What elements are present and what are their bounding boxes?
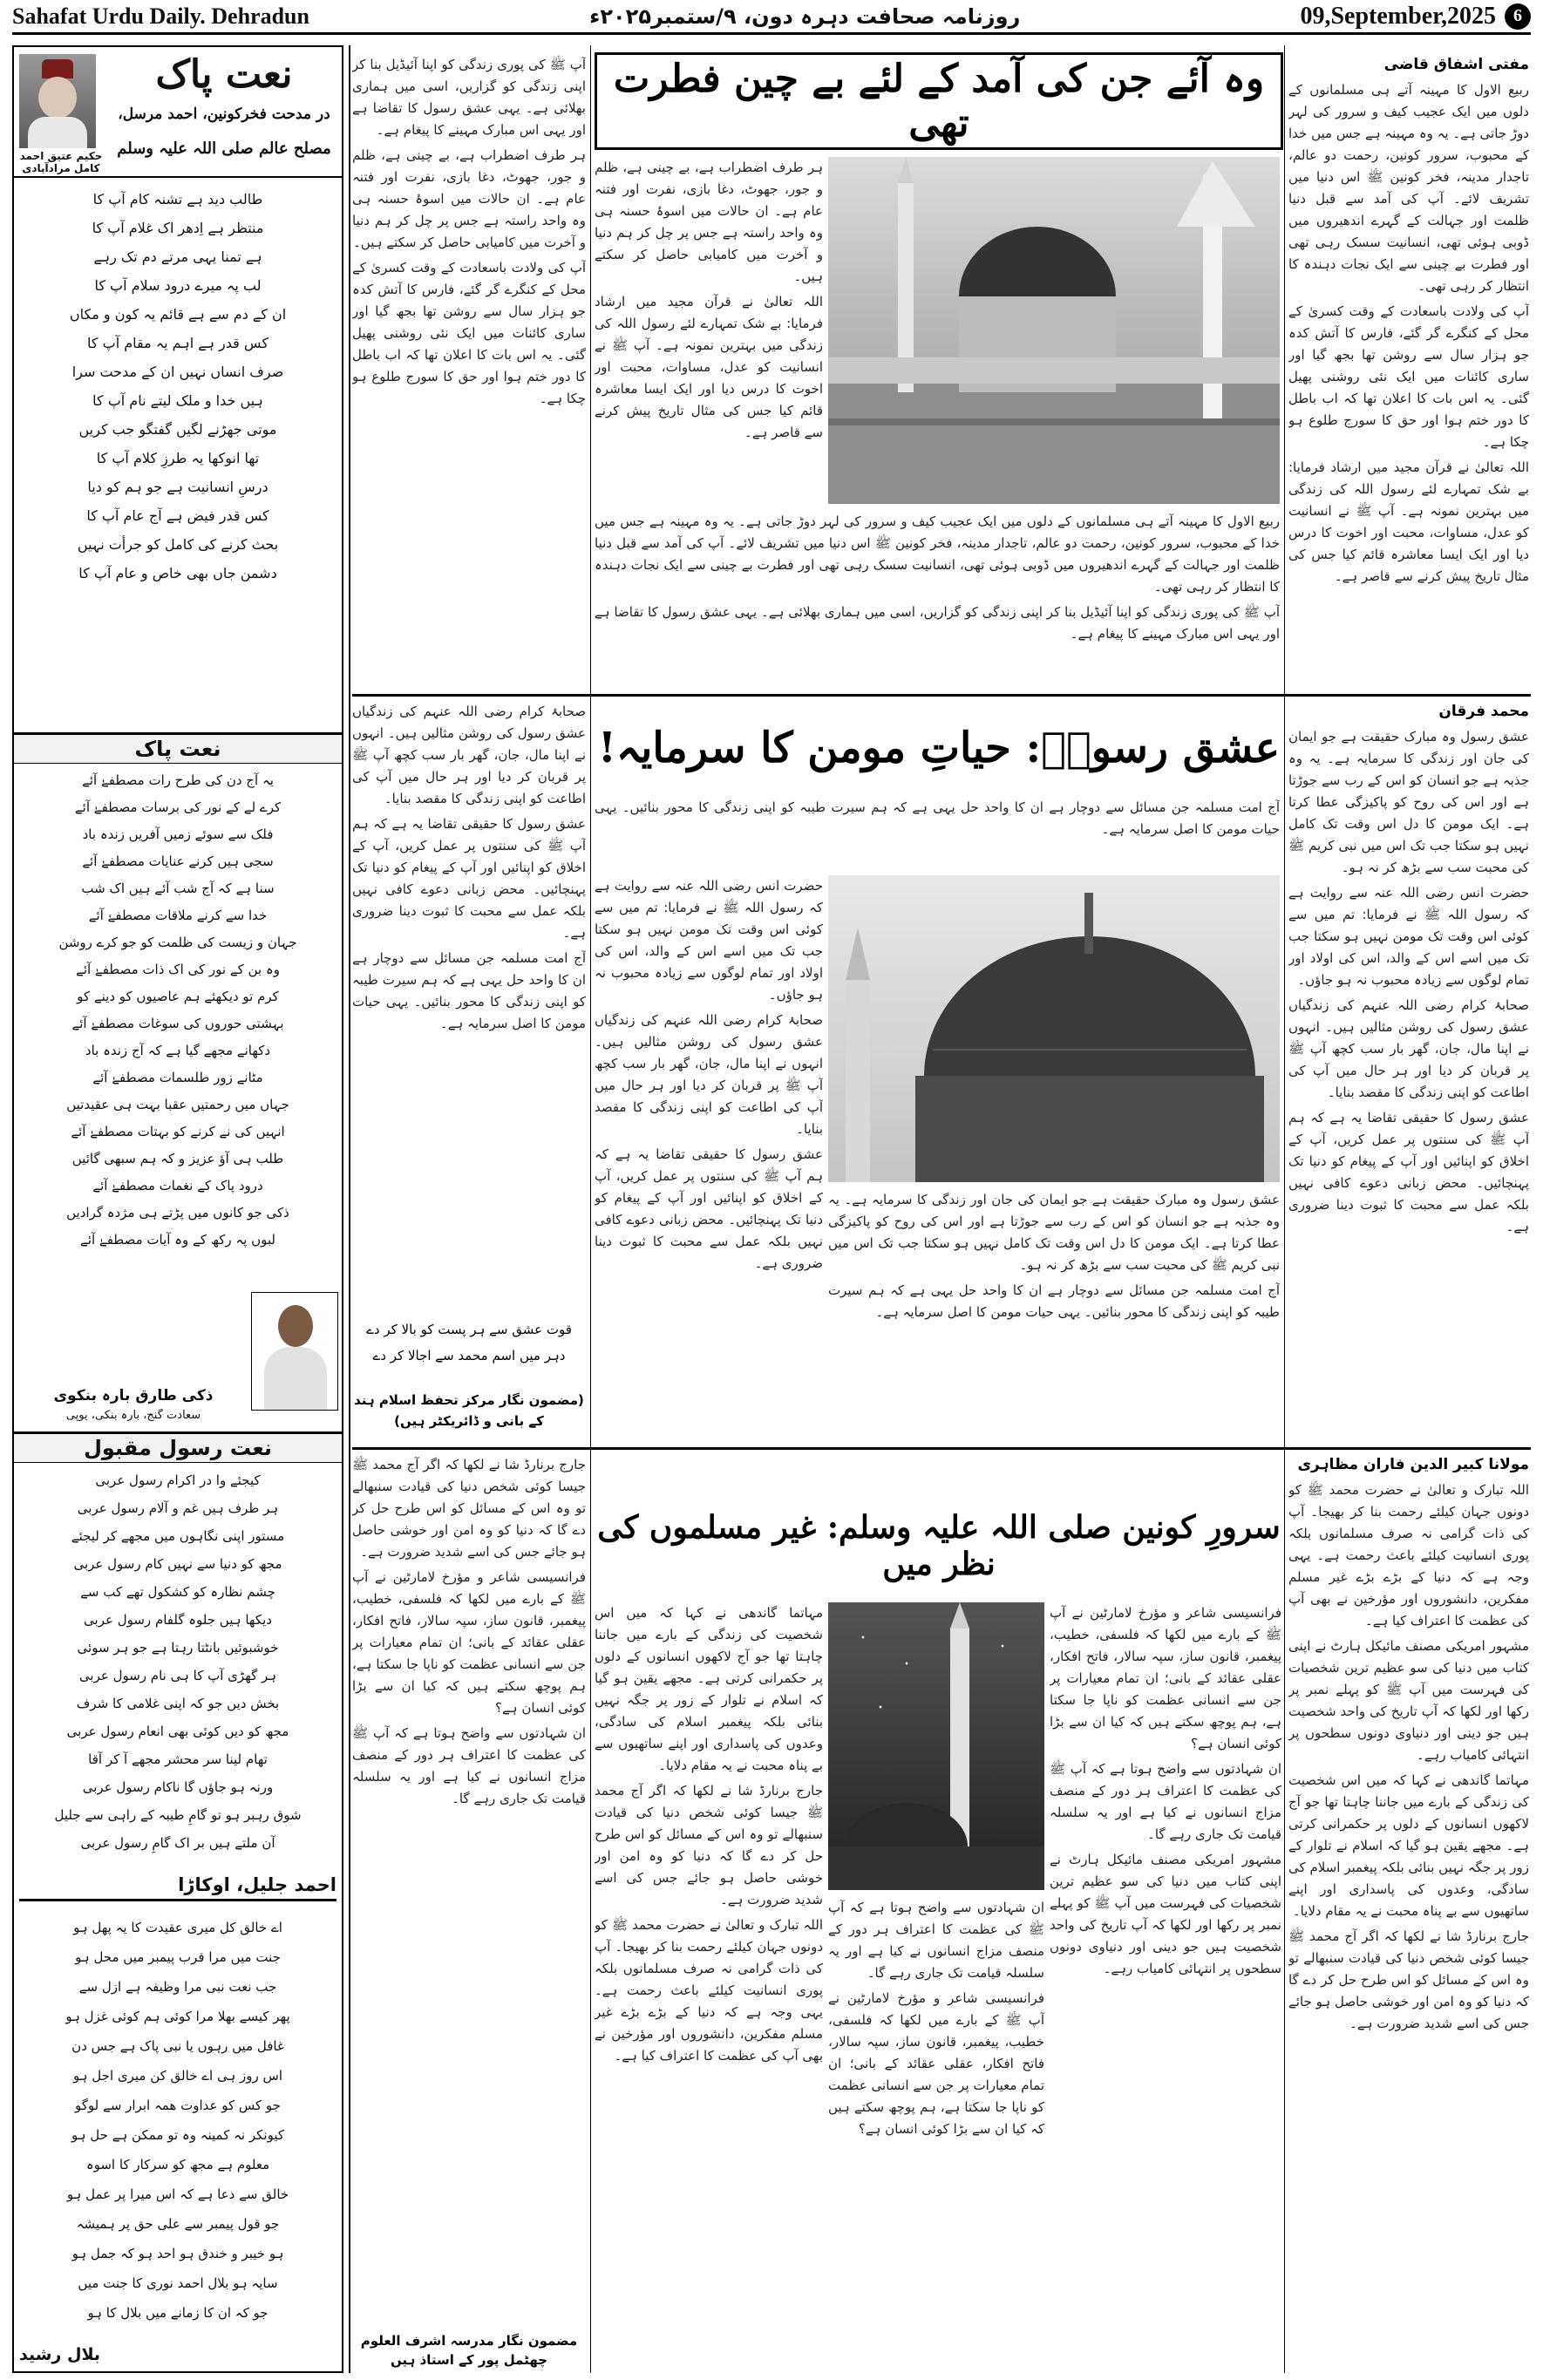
verse: کرے لے کے نور کی برسات مصطفےٰ آئے xyxy=(74,799,282,815)
article-3-footnote: مضمون نگار مدرسہ اشرف العلوم چھٹمل پور کے استاذ ہیں xyxy=(360,2333,578,2368)
verse: تھام لینا سر محشر مجھے آ کر آقا xyxy=(88,1751,268,1767)
article-3-headline: سرورِ کونین صلی اللہ علیہ وسلم: غیر مسلموں کی نظر میں xyxy=(597,1509,1281,1582)
mosque-illustration-2 xyxy=(828,875,1280,1182)
article-2-para: صحابۂ کرام رضی اللہ عنہم کی زندگیاں عشق رسول کی روشن مثالیں ہیں۔ انہوں نے اپنا مال، جان، گھر بار سب کچھ آپ ﷺ پر قربان کر دیا اور ہر حال میں آپ کی اطاعت کو اپنی زندگی کا مقصد بنایا۔ xyxy=(595,1012,823,1137)
article-2-para: حضرت انس رضی اللہ عنہ سے روایت ہے کہ رسول اللہ ﷺ نے فرمایا: تم میں سے کوئی اس وقت تک مومن نہیں ہو سکتا جب تک میں اسے اس کے والد، اس کی اولاد اور تمام لوگوں سے زیادہ محبوب نہ ہو جاؤں۔ xyxy=(595,878,823,1003)
article-1-headline: وہ آئے جن کی آمد کے لئے بے چین فطرت تھی xyxy=(613,57,1265,146)
article-3-col-left xyxy=(352,1454,586,2326)
verse: انہیں کی نے کرنے کو بہتات مصطفےٰ آئے xyxy=(71,1124,285,1139)
article-3-para: اللہ تبارک و تعالیٰ نے حضرت محمد ﷺ کو دونوں جہان کیلئے رحمت بنا کر بھیجا۔ آپ کی ذات گرامی نہ صرف مسلمانوں بلکہ پوری انسانیت کیلئے باعث رحمت ہے۔ یہی وجہ ہے کہ دنیا کے بڑے بڑے غیر مسلم مفکرین، دانشوروں اور مؤرخین نے بھی آپ کی عظمت کا اعتراف کیا ہے۔ xyxy=(595,1917,823,2064)
verse: لبوں پہ رکھ کے وہ آیات مصطفےٰ آئے xyxy=(80,1232,275,1248)
article-2-footnote: (مضمون نگار مرکز تحفظ اسلام ہند کے بانی و ڈائریکٹر ہیں) xyxy=(354,1392,584,1429)
article-2-col-below-photo xyxy=(828,1189,1280,1442)
article-3-para: جارج برنارڈ شا نے لکھا کہ اگر آج محمد ﷺ جیسا کوئی شخص دنیا کی قیادت سنبھالے تو وہ اس کے مسائل کو اس طرح حل کر دے گا کہ دنیا کو وہ امن اور خوشی حاصل ہو جائے جس کی اسے شدید ضرورت ہے۔ xyxy=(1288,1928,1529,2031)
naat-poem-1 xyxy=(19,185,336,595)
verse: بحث کرنے کی کامل کو جرأت نہیں xyxy=(77,536,279,553)
article-1-para: آپ کی ولادت باسعادت کے وقت کسریٰ کے محل کے کنگرے گر گئے، فارس کا آتش کدہ جو ہزار سال سے روشن تھا بجھ گیا اور ساری کائنات میں ایک نئی روشنی پھیل گئی۔ یہ اس بات کا اعلان تھا کہ اب باطل کا دور ختم ہوا اور حق کا سورج طلوع ہو چکا ہے۔ xyxy=(352,260,586,406)
naat-poem-3 xyxy=(19,1466,336,1867)
poet-portrait-1 xyxy=(19,54,96,148)
verse: بخش دیں جو کہ اپنی غلامی کا شرف xyxy=(76,1696,280,1711)
article-2-couplet xyxy=(352,1316,586,1377)
masthead-paper-name: Sahafat Urdu Daily. Dehradun xyxy=(12,3,309,29)
column-rule xyxy=(590,45,591,2373)
verse: ان کے دم سے ہے قائم یہ کون و مکاں xyxy=(69,306,287,323)
verse: کیونکر نہ کمینہ وہ تو ممکن ہے حل ہو xyxy=(71,2127,285,2143)
verse: مستور اپنی نگاہوں میں مجھے کر لیجئے xyxy=(71,1528,285,1544)
article-3-col-below-photo xyxy=(828,1897,1044,2373)
verse: معلوم ہے مجھ کو سرکار کا اسوہ xyxy=(85,2157,270,2173)
article-2-para: صحابۂ کرام رضی اللہ عنہم کی زندگیاں عشق رسول کی روشن مثالیں ہیں۔ انہوں نے اپنا مال، جان، گھر بار سب کچھ آپ ﷺ پر قربان کر دیا اور ہر حال میں آپ کی اطاعت کو اپنی زندگی کا مقصد بنایا۔ xyxy=(352,704,586,806)
article-1-headline-box xyxy=(595,52,1283,150)
verse: ورنہ ہو جاؤں گا ناکام رسول عربی xyxy=(82,1779,274,1795)
article-1-col-below-photo xyxy=(595,511,1280,689)
article-1-para: ہر طرف اضطراب ہے، بے چینی ہے، ظلم و جور، جھوٹ، دغا بازی، نفرت اور فتنہ عام ہے۔ ان حالات میں اسوۂ حسنہ ہی وہ واحد راستہ ہے جس پر چل کر ہم دنیا و آخرت میں کامیابی حاصل کر سکتے ہیں۔ xyxy=(352,147,586,250)
verse: خدا سے کرنے ملاقات مصطفےٰ آئے xyxy=(88,908,268,923)
article-2-para: آج امت مسلمہ جن مسائل سے دوچار ہے ان کا واحد حل یہی ہے کہ ہم سیرت طیبہ کو اپنی زندگی کا محور بنائیں۔ یہی حیات مومن کا اصل سرمایہ ہے۔ xyxy=(352,950,586,1031)
article-1-para: اللہ تعالیٰ نے قرآن مجید میں ارشاد فرمایا: بے شک تمہارے لئے رسول اللہ کی زندگی میں بہترین نمونہ ہے۔ آپ ﷺ نے انسانیت کو عدل، مساوات، محبت اور اخوت کا درس دیا اور ایک ایسا معاشرہ قائم کیا جس کی مثال تاریخ پیش کرنے سے قاصر ہے۔ xyxy=(595,294,823,440)
poet-name-4: بلال رشید xyxy=(19,2345,101,2364)
article-3-para: فرانسیسی شاعر و مؤرخ لامارٹین نے آپ ﷺ کے بارے میں لکھا کہ فلسفی، خطیب، پیغمبر، قانون ساز، سپہ سالار، فاتح افکار، عقلی عقائد کے بانی؛ ان تمام معیارات پر جن سے انسانی عظمت کو ناپا جا سکتا ہے، ہم پوچھ سکتے ہیں کہ کیا ان سے بڑا کوئی انسان ہے؟ xyxy=(1050,1605,1281,1751)
divider-2 xyxy=(352,1447,1531,1450)
verse: پھر کیسے بھلا مرا کوئی ہم کوئی غزل ہو xyxy=(65,2009,290,2024)
verse: جنت میں مرا قرب پیمبر میں محل ہو xyxy=(75,1949,281,1965)
article-2-col-right xyxy=(1288,701,1529,1442)
verse: یہ آج دن کی طرح رات مصطفےٰ آئے xyxy=(82,772,274,788)
article-2-para: عشق رسول کا حقیقی تقاضا یہ ہے کہ ہم آپ ﷺ کی سنتوں پر عمل کریں، آپ کے اخلاق کو اپنائیں اور آپ کے پیغام کو دنیا تک پہنچائیں۔ محض زبانی دعوے کافی نہیں بلکہ عمل سے محبت کا ثبوت دینا ضروری ہے۔ xyxy=(352,816,586,941)
article-1 xyxy=(352,45,1531,690)
article-1-byline: مفتی اشفاق قاضی xyxy=(1383,56,1529,73)
verse: جو کہ ان کا زمانے میں بلال کا ہو xyxy=(87,2305,268,2321)
verse: جہان و زیست کی ظلمت کو جو کرے روشن xyxy=(58,935,297,950)
verse: کس قدر فیض ہے آج عام آپ کا xyxy=(86,507,269,524)
column-rule xyxy=(1284,45,1285,2373)
article-1-col-left xyxy=(352,54,586,690)
article-3-para: اللہ تبارک و تعالیٰ نے حضرت محمد ﷺ کو دونوں جہان کیلئے رحمت بنا کر بھیجا۔ آپ کی ذات گرامی نہ صرف مسلمانوں بلکہ پوری انسانیت کیلئے باعث رحمت ہے۔ یہی وجہ ہے کہ دنیا کے بڑے بڑے غیر مسلم مفکرین، دانشوروں اور مؤرخین نے بھی آپ کی عظمت کا اعتراف کیا ہے۔ xyxy=(1288,1482,1529,1629)
article-3-para: ان شہادتوں سے واضح ہوتا ہے کہ آپ ﷺ کی عظمت کا اعتراف ہر دور کے منصف مزاج انسانوں نے کیا ہے اور یہ سلسلہ قیامت تک جاری رہے گا۔ xyxy=(352,1725,586,1806)
article-3-col-mid-right xyxy=(1050,1602,1281,2370)
verse: ہے تمنا یہی مرتے دم تک رہے xyxy=(93,248,262,265)
verse: مجھ کو دنیا سے نہیں کام رسول عربی xyxy=(73,1556,282,1572)
article-2-para: عشق رسول کا حقیقی تقاضا یہ ہے کہ ہم آپ ﷺ کی سنتوں پر عمل کریں، آپ کے اخلاق کو اپنائیں اور آپ کے پیغام کو دنیا تک پہنچائیں۔ محض زبانی دعوے کافی نہیں بلکہ عمل سے محبت کا ثبوت دینا ضروری ہے۔ xyxy=(1288,1110,1529,1234)
verse: جب نعت نبی مرا وظیفہ ہے ازل سے xyxy=(78,1979,277,1995)
verse: جہاں میں رحمتیں عقبا بہت ہی عقیدتیں xyxy=(66,1097,289,1112)
article-3-headline-box xyxy=(595,1498,1283,1594)
verse: جو کس کو عداوت ھمہ ابرار سے لوگو xyxy=(75,2098,281,2113)
poet-portrait-2 xyxy=(251,1292,338,1411)
verse: طلب ہی آؤ عزیز و کہ ہم سبھی گائیں xyxy=(71,1151,284,1166)
naat-poem-4 xyxy=(19,1913,336,2349)
verse: ہر گھڑی آپ کا ہی نام رسول عربی xyxy=(78,1668,277,1683)
article-2-headline: عشق رسولؐ: حیاتِ مومن کا سرمایہ! xyxy=(597,724,1281,772)
article-3-para: مہاتما گاندھی نے کہا کہ میں اس شخصیت کی زندگی کے بارے میں جاننا چاہتا تھا جو آج لاکھوں انسانوں کے دلوں پر حکمرانی کرتی ہے۔ مجھے یقین ہو گیا کہ اسلام نے تلوار کے زور پر جگہ نہیں بنائی بلکہ پیغمبر اسلام کی سادگی، وعدوں کی پاسداری اور اپنے ساتھیوں سے بے پناہ محبت نے یہ مقام دلایا۔ xyxy=(1288,1772,1529,1919)
verse: آن ملتے ہیں بر اک گامِ رسول عربی xyxy=(80,1835,275,1851)
article-3-col-right xyxy=(1288,1454,1529,2373)
verse: موتی جھڑنے لگیں گفتگو جب کریں xyxy=(78,421,277,438)
verse: طالب دید ہے تشنہ کام آپ کا xyxy=(92,191,263,207)
naat-poem-2 xyxy=(19,767,336,1290)
poet-name-3: احمد جلیل، اوکاڑا xyxy=(19,1874,336,1901)
naat-section-3-title: نعت رسول مقبول xyxy=(14,1431,342,1463)
mosque-illustration-1 xyxy=(828,157,1280,504)
column-rule xyxy=(349,45,350,2373)
verse: ذکی جو کانوں میں پڑتے ہی مژدہ گرادیں xyxy=(66,1205,289,1221)
article-3-para: جارج برنارڈ شا نے لکھا کہ اگر آج محمد ﷺ جیسا کوئی شخص دنیا کی قیادت سنبھالے تو وہ اس کے مسائل کو اس طرح حل کر دے گا کہ دنیا کو وہ امن اور خوشی حاصل ہو جائے جس کی اسے شدید ضرورت ہے۔ xyxy=(352,1457,586,1560)
verse: اے خالق کل میری عقیدت کا یہ پھل ہو xyxy=(73,1920,282,1935)
article-2-para: عشق رسول کا حقیقی تقاضا یہ ہے کہ ہم آپ ﷺ کی سنتوں پر عمل کریں، آپ کے اخلاق کو اپنائیں اور آپ کے پیغام کو دنیا تک پہنچائیں۔ محض زبانی دعوے کافی نہیں بلکہ عمل سے محبت کا ثبوت دینا ضروری ہے۔ xyxy=(595,1146,823,1271)
article-1-para: آپ کی ولادت باسعادت کے وقت کسریٰ کے محل کے کنگرے گر گئے، فارس کا آتش کدہ جو ہزار سال سے روشن تھا بجھ گیا اور ساری کائنات میں ایک نئی روشنی پھیل گئی۔ یہ اس بات کا اعلان تھا کہ اب باطل کا دور ختم ہوا اور حق کا سورج طلوع ہو چکا ہے۔ xyxy=(1288,303,1529,450)
article-3-para: فرانسیسی شاعر و مؤرخ لامارٹین نے آپ ﷺ کے بارے میں لکھا کہ فلسفی، خطیب، پیغمبر، قانون ساز، سپہ سالار، فاتح افکار، عقلی عقائد کے بانی؛ ان تمام معیارات پر جن سے انسانی عظمت کو ناپا جا سکتا ہے، ہم پوچھ سکتے ہیں کہ کیا ان سے بڑا کوئی انسان ہے؟ xyxy=(352,1569,586,1716)
verse: تھا انوکھا یہ طرزِ کلام آپ کا xyxy=(96,450,260,466)
verse: سنا ہے کہ آج شب آئے ہیں اک شب xyxy=(81,881,275,896)
article-3-col-mid xyxy=(595,1602,823,2370)
article-1-para: ربیع الاول کا مہینہ آتے ہی مسلمانوں کے دلوں میں ایک عجیب کیف و سرور کی لہر دوڑ جاتی ہے۔ یہ وہ مہینہ ہے جس میں خدا کے محبوب، سرور کونین، رحمت دو عالم، تاجدار مدینہ، فخر کونین ﷺ اس دنیا میں تشریف لائے۔ آپ کی آمد سے قبل دنیا ظلمت اور جہالت کے گہرے اندھیروں میں ڈوبی ہوئی تھی، انسانیت سسک رہی تھی اور فطرت بے چینی سے ایک نجات دہندہ کا انتظار کر رہی تھی۔ xyxy=(1288,82,1529,294)
verse: ہر طرف ہیں غم و آلام رسول عربی xyxy=(77,1500,279,1516)
article-3-para: جارج برنارڈ شا نے لکھا کہ اگر آج محمد ﷺ جیسا کوئی شخص دنیا کی قیادت سنبھالے تو وہ اس کے مسائل کو اس طرح حل کر دے گا کہ دنیا کو وہ امن اور خوشی حاصل ہو جائے جس کی اسے شدید ضرورت ہے۔ xyxy=(595,1783,823,1907)
article-3-para: مشہور امریکی مصنف مائیکل ہارٹ نے اپنی کتاب میں دنیا کی سو عظیم ترین شخصیات کی فہرست میں آپ ﷺ کو پہلے نمبر پر رکھا اور لکھا کہ آپ تاریخ کی واحد شخصیت ہیں جو دینی اور دنیاوی دونوں سطحوں پر انتہائی کامیاب رہے۔ xyxy=(1050,1852,1281,1976)
article-3-para: ان شہادتوں سے واضح ہوتا ہے کہ آپ ﷺ کی عظمت کا اعتراف ہر دور کے منصف مزاج انسانوں نے کیا ہے اور یہ سلسلہ قیامت تک جاری رہے گا۔ xyxy=(828,1900,1044,1981)
verse: خوشبوئیں بانٹتا رہتا ہے جو ہر سوئی xyxy=(77,1640,279,1656)
verse: دشمن جاں بھی خاص و عام آپ کا xyxy=(78,565,277,581)
poet-name-2: ذکی طارق بارہ بنکوی xyxy=(53,1387,214,1404)
verse: ہیں خدا و ملک لیتے نام آپ کا xyxy=(92,392,263,409)
verse: دیکھا ہیں جلوہ گلفام رسول عربی xyxy=(84,1612,272,1628)
couplet-line: قوت عشق سے ہر پست کو بالا کر دے xyxy=(366,1322,572,1337)
article-2-col-left xyxy=(352,701,586,1311)
verse: دکھانے مجھے گیا ہے کہ آج زندہ باد xyxy=(85,1043,271,1058)
article-2-para: آج امت مسلمہ جن مسائل سے دوچار ہے ان کا واحد حل یہی ہے کہ ہم سیرت طیبہ کو اپنی زندگی کا محور بنائیں۔ یہی حیات مومن کا اصل سرمایہ ہے۔ xyxy=(595,799,1280,837)
verse: سجی ہیں کرنے عنایات مصطفےٰ آئے xyxy=(82,853,274,869)
article-3-para: مہاتما گاندھی نے کہا کہ میں اس شخصیت کی زندگی کے بارے میں جاننا چاہتا تھا جو آج لاکھوں انسانوں کے دلوں پر حکمرانی کرتی ہے۔ مجھے یقین ہو گیا کہ اسلام نے تلوار کے زور پر جگہ نہیں بنائی بلکہ پیغمبر اسلام کی سادگی، وعدوں کی پاسداری اور اپنے ساتھیوں سے بے پناہ محبت نے یہ مقام دلایا۔ xyxy=(595,1605,823,1773)
article-1-photo-green-dome xyxy=(828,157,1280,504)
verse: ہو خیبر و خندق ہو احد ہو کہ جمل ہو xyxy=(71,2246,284,2261)
divider-1 xyxy=(352,694,1531,697)
article-1-para: ہر طرف اضطراب ہے، بے چینی ہے، ظلم و جور، جھوٹ، دغا بازی، نفرت اور فتنہ عام ہے۔ ان حالات میں اسوۂ حسنہ ہی وہ واحد راستہ ہے جس پر چل کر ہم دنیا و آخرت میں کامیابی حاصل کر سکتے ہیں۔ xyxy=(595,160,823,284)
verse: شوق رہبر ہو تو گامِ طیبہ کے راہی سے جلیل xyxy=(54,1807,302,1823)
poet-name-1: حکیم عتیق احمد کامل مرادآبادی xyxy=(19,150,103,174)
couplet-line: دہر میں اسم محمد سے اجالا کر دے xyxy=(372,1348,566,1363)
article-2-para: آج امت مسلمہ جن مسائل سے دوچار ہے ان کا واحد حل یہی ہے کہ ہم سیرت طیبہ کو اپنی زندگی کا محور بنائیں۔ یہی حیات مومن کا اصل سرمایہ ہے۔ xyxy=(828,1282,1280,1320)
poet-place-2: سعادت گنج، بارہ بنکی، یوپی xyxy=(65,1409,201,1422)
article-1-para: آپ ﷺ کی پوری زندگی کو اپنا آئیڈیل بنا کر اپنی زندگی کو گزاریں، اسی میں ہماری بھلائی ہے۔ یہی عشق رسول کا تقاضا ہے اور یہی اس مبارک مہینے کا پیغام ہے۔ xyxy=(352,57,586,138)
verse: مٹانے زور طلسمات مصطفےٰ آئے xyxy=(92,1070,263,1085)
verse: خالق سے دعا ہے کہ اس میرا پر عمل ہو xyxy=(66,2186,289,2202)
article-3-para: ان شہادتوں سے واضح ہوتا ہے کہ آپ ﷺ کی عظمت کا اعتراف ہر دور کے منصف مزاج انسانوں نے کیا ہے اور یہ سلسلہ قیامت تک جاری رہے گا۔ xyxy=(1050,1761,1281,1842)
naat-section-2-title: نعت پاک xyxy=(14,732,342,764)
verse: وہ بن کے نور کی اک ذات مصطفےٰ آئے xyxy=(76,962,280,977)
article-1-para: ربیع الاول کا مہینہ آتے ہی مسلمانوں کے دلوں میں ایک عجیب کیف و سرور کی لہر دوڑ جاتی ہے۔ یہ وہ مہینہ ہے جس میں خدا کے محبوب، سرور کونین، رحمت دو عالم، تاجدار مدینہ، فخر کونین ﷺ اس دنیا میں تشریف لائے۔ آپ کی آمد سے قبل دنیا ظلمت اور جہالت کے گہرے اندھیروں میں ڈوبی ہوئی تھی، انسانیت سسک رہی تھی اور فطرت بے چینی سے ایک نجات دہندہ کا انتظار کر رہی تھی۔ xyxy=(595,513,1280,595)
article-3-para: فرانسیسی شاعر و مؤرخ لامارٹین نے آپ ﷺ کے بارے میں لکھا کہ فلسفی، خطیب، پیغمبر، قانون ساز، سپہ سالار، فاتح افکار، عقلی عقائد کے بانی؛ ان تمام معیارات پر جن سے انسانی عظمت کو ناپا جا سکتا ہے، ہم پوچھ سکتے ہیں کہ کیا ان سے بڑا کوئی انسان ہے؟ xyxy=(828,1990,1044,2137)
mosque-illustration-3 xyxy=(828,1602,1044,1890)
verse: منتظر ہے اِدھر اک غلام آپ کا xyxy=(92,220,264,236)
verse: کرم تو دیکھئے ہم عاصیوں کو دینے کو xyxy=(77,989,279,1004)
article-2-para: حضرت انس رضی اللہ عنہ سے روایت ہے کہ رسول اللہ ﷺ نے فرمایا: تم میں سے کوئی اس وقت تک مومن نہیں ہو سکتا جب تک میں اسے اس کے والد، اس کی اولاد اور تمام لوگوں سے زیادہ محبوب نہ ہو جاؤں۔ xyxy=(1288,885,1529,988)
article-2-para: صحابۂ کرام رضی اللہ عنہم کی زندگیاں عشق رسول کی روشن مثالیں ہیں۔ انہوں نے اپنا مال، جان، گھر بار سب کچھ آپ ﷺ پر قربان کر دیا اور ہر حال میں آپ کی اطاعت کو اپنی زندگی کا مقصد بنایا۔ xyxy=(1288,997,1529,1100)
verse: اس روز ہی اے خالق کن میری اجل ہو xyxy=(73,2068,282,2084)
masthead-urdu-dateline: روزنامہ صحافت دہرہ دون، ۹/ستمبر۲۰۲۵ء xyxy=(589,3,1021,29)
naat-column xyxy=(12,45,343,2373)
article-2 xyxy=(352,701,1531,1442)
verse: لب پہ میرے درود سلام آپ کا xyxy=(94,277,262,294)
verse: سایہ ہو بلال احمد نوری کا جنت میں xyxy=(78,2275,278,2291)
verse: درود پاک کے نغمات مصطفےٰ آئے xyxy=(92,1178,263,1193)
article-3-byline: مولانا کبیر الدین فاران مظاہری xyxy=(1297,1456,1529,1473)
page-number: 6 xyxy=(1505,3,1531,30)
article-3 xyxy=(352,1454,1531,2373)
verse: درسِ انسانیت ہے جو ہم کو دیا xyxy=(87,479,268,495)
article-2-headline-box xyxy=(595,704,1283,792)
naat-title: نعت پاک xyxy=(155,52,293,97)
article-2-photo-dome xyxy=(828,875,1280,1182)
article-2-byline: محمد فرقان xyxy=(1438,703,1529,720)
verse: جو قول پیمبر سے علی حق پر ہمیشہ xyxy=(76,2216,280,2232)
article-3-para: مشہور امریکی مصنف مائیکل ہارٹ نے اپنی کتاب میں دنیا کی سو عظیم ترین شخصیات کی فہرست میں آپ ﷺ کو پہلے نمبر پر رکھا اور لکھا کہ آپ تاریخ کی واحد شخصیت ہیں جو دینی اور دنیاوی دونوں سطحوں پر انتہائی کامیاب رہے۔ xyxy=(1288,1638,1529,1763)
article-2-col-mid xyxy=(595,875,823,1442)
naat-header xyxy=(14,47,342,178)
article-2-col-mid-top xyxy=(595,797,1280,870)
article-1-col-right xyxy=(1288,54,1529,690)
verse: کس قدر ہے اہم یہ مقام آپ کا xyxy=(87,335,268,351)
naat-subtitle-2: مصلح عالم صلی اللہ علیہ وسلم xyxy=(117,139,331,158)
masthead-date-block xyxy=(1300,3,1531,31)
verse: بہشتی حوروں کی سوغات مصطفےٰ آئے xyxy=(71,1016,284,1031)
masthead xyxy=(12,0,1531,35)
article-1-para: آپ ﷺ کی پوری زندگی کو اپنا آئیڈیل بنا کر اپنی زندگی کو گزاریں، اسی میں ہماری بھلائی ہے۔ یہی عشق رسول کا تقاضا ہے اور یہی اس مبارک مہینے کا پیغام ہے۔ xyxy=(595,604,1280,642)
article-3-photo-night-mosque xyxy=(828,1602,1044,1890)
verse: مجھ کو دیں کوئی بھی انعام رسول عربی xyxy=(66,1724,289,1739)
naat-subtitle: در مدحت فخرکونین، احمد مرسل، xyxy=(118,105,330,123)
article-1-para: اللہ تعالیٰ نے قرآن مجید میں ارشاد فرمایا: بے شک تمہارے لئے رسول اللہ کی زندگی میں بہترین نمونہ ہے۔ آپ ﷺ نے انسانیت کو عدل، مساوات، محبت اور اخوت کا درس دیا اور ایک ایسا معاشرہ قائم کیا جس کی مثال تاریخ پیش کرنے سے قاصر ہے۔ xyxy=(1288,459,1529,584)
verse: صرف انساں نہیں ان کے مدحت سرا xyxy=(71,364,284,380)
article-2-para: عشق رسول وہ مبارک حقیقت ہے جو ایمان کی جان اور زندگی کا سرمایہ ہے۔ یہ وہ جذبہ ہے جو انسان کو اس کے رب سے جوڑتا ہے اور اس کی روح کو پاکیزگی عطا کرتا ہے۔ ایک مومن کا دل اس وقت تک کامل نہیں ہو سکتا جب تک اس میں نبی کریم ﷺ کی محبت سب سے بڑھ کر نہ ہو۔ xyxy=(828,1192,1280,1273)
masthead-date: 09,September,2025 xyxy=(1300,2,1496,30)
verse: کیجئے وا در اکرام رسول عربی xyxy=(95,1472,261,1488)
article-2-para: عشق رسول وہ مبارک حقیقت ہے جو ایمان کی جان اور زندگی کا سرمایہ ہے۔ یہ وہ جذبہ ہے جو انسان کو اس کے رب سے جوڑتا ہے اور اس کی روح کو پاکیزگی عطا کرتا ہے۔ ایک مومن کا دل اس وقت تک کامل نہیں ہو سکتا جب تک اس میں نبی کریم ﷺ کی محبت سب سے بڑھ کر نہ ہو۔ xyxy=(1288,729,1529,875)
verse: چشم نظارہ کو کشکول تھے کب سے xyxy=(80,1584,275,1600)
verse: فلک سے سوئے زمیں آفریں زندہ باد xyxy=(82,826,274,842)
verse: غافل میں رہوں یا نبی پاک ہے جس دن xyxy=(71,2038,284,2054)
